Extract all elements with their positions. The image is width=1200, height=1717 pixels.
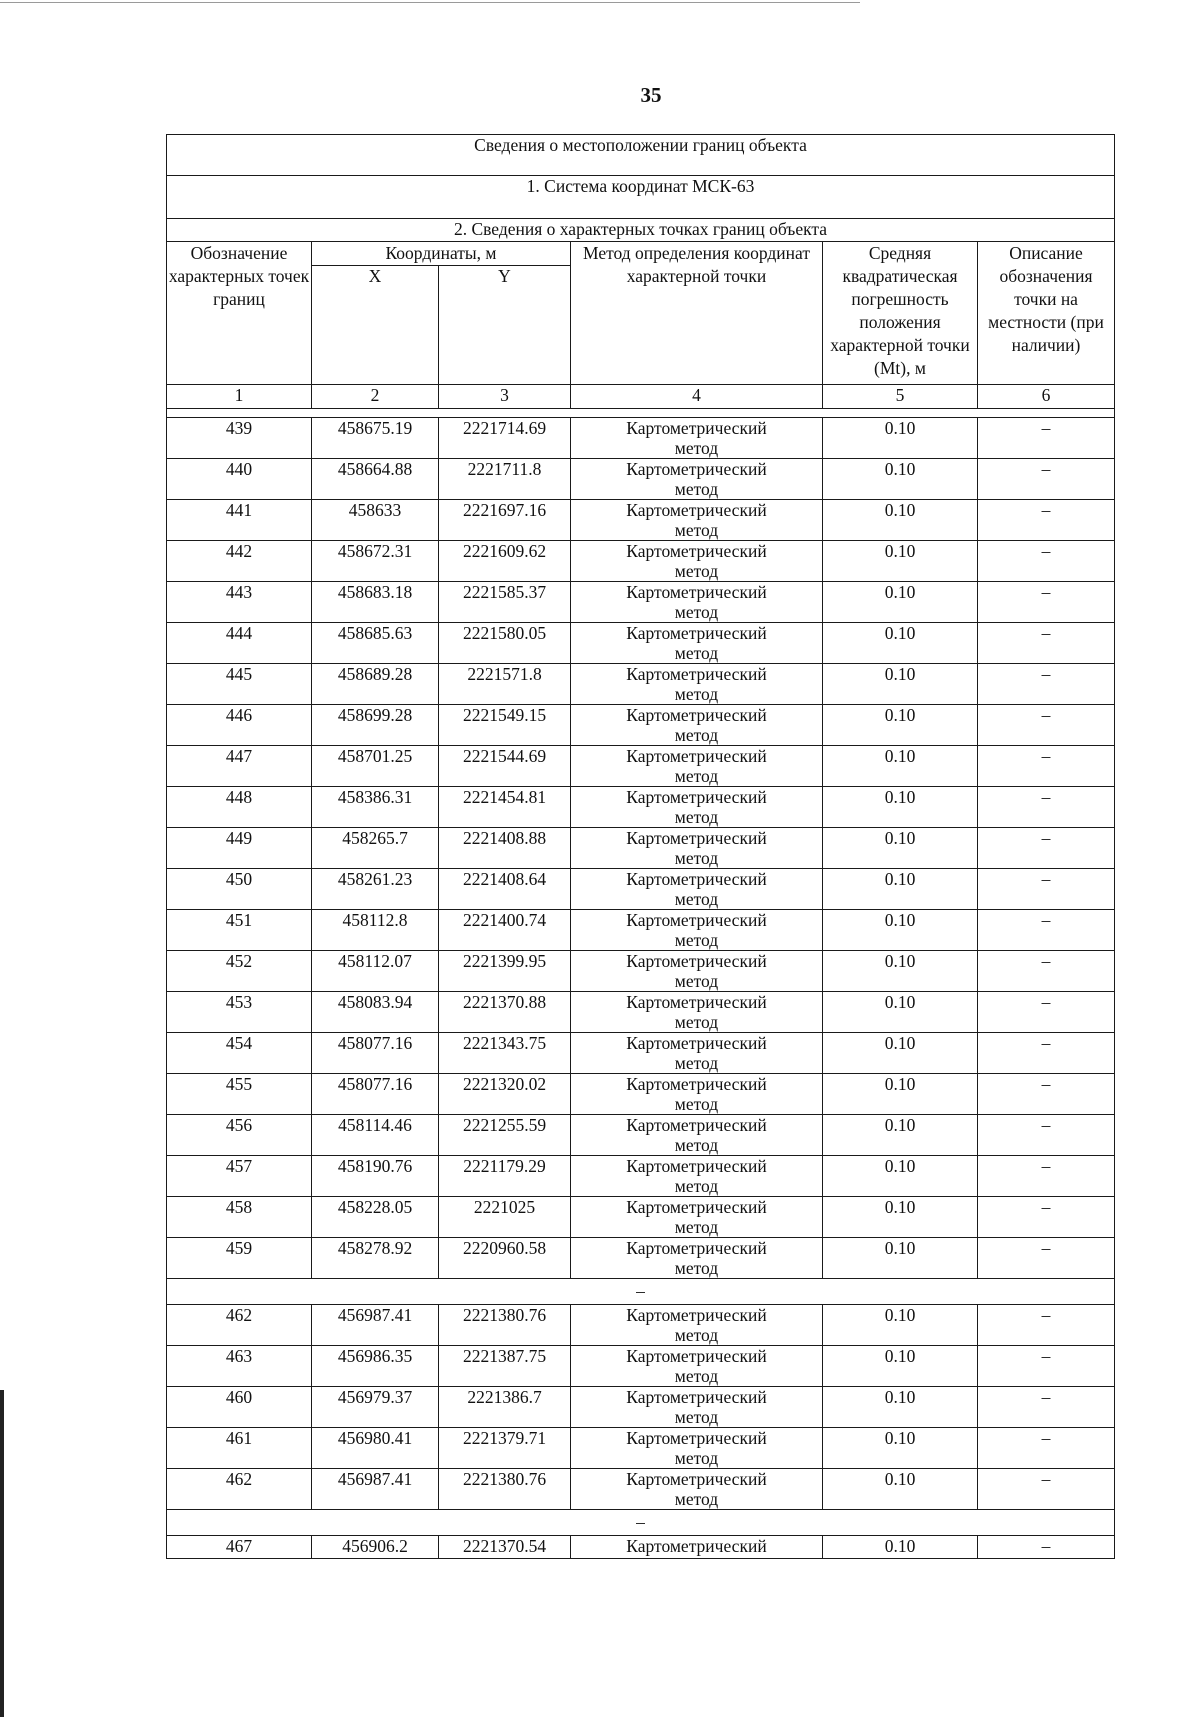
method-line-1: Картометрический: [626, 1346, 767, 1366]
method: [571, 623, 823, 664]
coord-y: 2221387.75: [439, 1346, 571, 1387]
table-row: [167, 1197, 1115, 1238]
description: –: [978, 1197, 1115, 1238]
table-row: [167, 1074, 1115, 1115]
method-line-2: метод: [674, 807, 719, 827]
method-line-2: метод: [674, 438, 719, 458]
table-row: [167, 623, 1115, 664]
table-row: [167, 746, 1115, 787]
method: [571, 418, 823, 459]
point-id: 462: [167, 1305, 312, 1346]
description: –: [978, 787, 1115, 828]
point-id: 439: [167, 418, 312, 459]
method: [571, 1387, 823, 1428]
coord-y: 2221580.05: [439, 623, 571, 664]
method-line-1: Картометрический: [626, 1033, 767, 1053]
mean-error: 0.10: [823, 1428, 978, 1469]
point-id: 462: [167, 1469, 312, 1510]
section-title: 2. Сведения о характерных точках границ объекта: [167, 219, 1115, 242]
description: –: [978, 582, 1115, 623]
method-line-2: метод: [674, 684, 719, 704]
column-number: 5: [823, 385, 978, 409]
method: [571, 1033, 823, 1074]
method-line-2: метод: [674, 1012, 719, 1032]
description: –: [978, 1156, 1115, 1197]
point-id: 455: [167, 1074, 312, 1115]
table-row: [167, 992, 1115, 1033]
coord-x: 456980.41: [312, 1428, 439, 1469]
table-row: [167, 1346, 1115, 1387]
column-number: 4: [571, 385, 823, 409]
coord-x: 458683.18: [312, 582, 439, 623]
table-row: [167, 1115, 1115, 1156]
point-id: 443: [167, 582, 312, 623]
table-row: [167, 418, 1115, 459]
method: [571, 746, 823, 787]
coord-x: 458689.28: [312, 664, 439, 705]
point-id: 460: [167, 1387, 312, 1428]
method-line-2: метод: [674, 1053, 719, 1073]
method: [571, 910, 823, 951]
method-line-1: Картометрический: [626, 869, 767, 889]
method: [571, 1469, 823, 1510]
coord-y: 2221400.74: [439, 910, 571, 951]
method: [571, 1428, 823, 1469]
method-line-2: метод: [674, 561, 719, 581]
coord-x: 458112.8: [312, 910, 439, 951]
coord-y: 2220960.58: [439, 1238, 571, 1279]
mean-error: 0.10: [823, 1033, 978, 1074]
top-scan-line: [0, 2, 860, 3]
method-line-2: метод: [674, 1366, 719, 1386]
table-row: [167, 1305, 1115, 1346]
description: –: [978, 664, 1115, 705]
coord-x: 458386.31: [312, 787, 439, 828]
method: [571, 992, 823, 1033]
table-row: [167, 1156, 1115, 1197]
header-description: Описание обозначения точки на местности (при наличии): [978, 242, 1115, 385]
table-row: [167, 869, 1115, 910]
coord-y: 2221255.59: [439, 1115, 571, 1156]
table-row: [167, 1469, 1115, 1510]
point-id: 467: [167, 1536, 312, 1559]
description: –: [978, 992, 1115, 1033]
mean-error: 0.10: [823, 910, 978, 951]
description: –: [978, 951, 1115, 992]
coord-x: 458633: [312, 500, 439, 541]
mean-error: 0.10: [823, 1156, 978, 1197]
table-row: [167, 828, 1115, 869]
coord-x: 458699.28: [312, 705, 439, 746]
header-point: Обозначение характерных точек границ: [167, 242, 312, 385]
coordinate-system-row: [167, 176, 1115, 219]
method-line-2: метод: [674, 1489, 719, 1509]
column-number: 6: [978, 385, 1115, 409]
separator-row: [167, 1510, 1115, 1536]
coord-y: 2221399.95: [439, 951, 571, 992]
coord-y: 2221179.29: [439, 1156, 571, 1197]
method-line-2: метод: [674, 520, 719, 540]
description: –: [978, 1238, 1115, 1279]
coord-x: 456979.37: [312, 1387, 439, 1428]
mean-error: 0.10: [823, 582, 978, 623]
method-line-2: метод: [674, 643, 719, 663]
coord-y: 2221408.64: [439, 869, 571, 910]
left-scan-edge: [0, 1390, 4, 1717]
column-number: 2: [312, 385, 439, 409]
method: [571, 787, 823, 828]
point-id: 440: [167, 459, 312, 500]
method-line-1: Картометрический: [626, 1156, 767, 1176]
table-row: [167, 1387, 1115, 1428]
coord-x: 458278.92: [312, 1238, 439, 1279]
mean-error: 0.10: [823, 992, 978, 1033]
description: –: [978, 1536, 1115, 1559]
coord-x: 458077.16: [312, 1033, 439, 1074]
point-id: 459: [167, 1238, 312, 1279]
coord-y: 2221025: [439, 1197, 571, 1238]
separator-dash: –: [167, 1510, 1115, 1536]
description: –: [978, 1033, 1115, 1074]
table-row: [167, 951, 1115, 992]
mean-error: 0.10: [823, 1197, 978, 1238]
coord-x: 456987.41: [312, 1469, 439, 1510]
mean-error: 0.10: [823, 951, 978, 992]
description: –: [978, 1387, 1115, 1428]
column-number: 3: [439, 385, 571, 409]
description: –: [978, 1305, 1115, 1346]
coord-y: 2221386.7: [439, 1387, 571, 1428]
mean-error: 0.10: [823, 623, 978, 664]
mean-error: 0.10: [823, 500, 978, 541]
coord-x: 458672.31: [312, 541, 439, 582]
method-line-1: Картометрический: [626, 746, 767, 766]
mean-error: 0.10: [823, 664, 978, 705]
method-line-1: Картометрический: [626, 418, 767, 438]
description: –: [978, 828, 1115, 869]
coord-x: 456987.41: [312, 1305, 439, 1346]
point-id: 445: [167, 664, 312, 705]
method-line-2: метод: [674, 602, 719, 622]
coord-x: 458190.76: [312, 1156, 439, 1197]
coord-y: 2221571.8: [439, 664, 571, 705]
page-number: 35: [640, 83, 662, 107]
coord-y: 2221544.69: [439, 746, 571, 787]
coord-x: 458675.19: [312, 418, 439, 459]
coord-y: 2221380.76: [439, 1305, 571, 1346]
mean-error: 0.10: [823, 828, 978, 869]
method: [571, 1074, 823, 1115]
description: –: [978, 1074, 1115, 1115]
method: [571, 1197, 823, 1238]
coord-y: 2221609.62: [439, 541, 571, 582]
method-line-1: Картометрический: [626, 1428, 767, 1448]
table-row: [167, 1428, 1115, 1469]
point-id: 441: [167, 500, 312, 541]
header-x: X: [312, 266, 439, 385]
table-row: [167, 664, 1115, 705]
method-line-2: метод: [674, 479, 719, 499]
table-row: [167, 459, 1115, 500]
table-row: [167, 705, 1115, 746]
description: –: [978, 1346, 1115, 1387]
table-row: [167, 787, 1115, 828]
description: –: [978, 1428, 1115, 1469]
method-line-1: Картометрический: [626, 582, 767, 602]
point-id: 447: [167, 746, 312, 787]
method-line-2: метод: [674, 1407, 719, 1427]
section-title-row: [167, 219, 1115, 242]
method-line-1: Картометрический: [626, 664, 767, 684]
method-line-2: метод: [674, 725, 719, 745]
method-line-1: Картометрический: [626, 541, 767, 561]
table-row: [167, 1238, 1115, 1279]
coord-x: 458265.7: [312, 828, 439, 869]
method: [571, 1305, 823, 1346]
method-line-1: Картометрический: [626, 992, 767, 1012]
table-title: Сведения о местоположении границ объекта: [167, 135, 1115, 176]
mean-error: 0.10: [823, 1305, 978, 1346]
method-line-1: Картометрический: [626, 623, 767, 643]
coord-x: 456986.35: [312, 1346, 439, 1387]
header-row: [167, 242, 1115, 266]
point-id: 450: [167, 869, 312, 910]
table-title-row: [167, 135, 1115, 176]
table-row: [167, 910, 1115, 951]
description: –: [978, 705, 1115, 746]
coord-y: 2221343.75: [439, 1033, 571, 1074]
coord-x: 456906.2: [312, 1536, 439, 1559]
method: [571, 869, 823, 910]
table-row: [167, 1536, 1115, 1559]
table-row: [167, 1033, 1115, 1074]
method: [571, 1115, 823, 1156]
method-line-2: метод: [674, 971, 719, 991]
mean-error: 0.10: [823, 1074, 978, 1115]
coord-y: 2221454.81: [439, 787, 571, 828]
mean-error: 0.10: [823, 1346, 978, 1387]
method: [571, 1238, 823, 1279]
method-line-1: Картометрический: [626, 459, 767, 479]
coord-y: 2221714.69: [439, 418, 571, 459]
coord-y: 2221380.76: [439, 1469, 571, 1510]
method: [571, 459, 823, 500]
point-id: 454: [167, 1033, 312, 1074]
coord-y: 2221585.37: [439, 582, 571, 623]
point-id: 456: [167, 1115, 312, 1156]
coord-x: 458228.05: [312, 1197, 439, 1238]
mean-error: 0.10: [823, 869, 978, 910]
method: [571, 500, 823, 541]
mean-error: 0.10: [823, 418, 978, 459]
method-line-2: метод: [674, 766, 719, 786]
method-line-2: метод: [674, 1217, 719, 1237]
mean-error: 0.10: [823, 1469, 978, 1510]
description: –: [978, 910, 1115, 951]
table-row: [167, 541, 1115, 582]
method-line-1: Картометрический: [626, 1074, 767, 1094]
point-id: 451: [167, 910, 312, 951]
description: –: [978, 500, 1115, 541]
coord-x: 458112.07: [312, 951, 439, 992]
coord-y: 2221697.16: [439, 500, 571, 541]
coord-y: 2221711.8: [439, 459, 571, 500]
method-line-1: Картометрический: [626, 1197, 767, 1217]
mean-error: 0.10: [823, 1238, 978, 1279]
coord-x: 458077.16: [312, 1074, 439, 1115]
method: [571, 541, 823, 582]
method-line-1: Картометрический: [626, 828, 767, 848]
coordinate-system: 1. Система координат МСК-63: [167, 176, 1115, 219]
method-line-2: метод: [674, 889, 719, 909]
point-id: 448: [167, 787, 312, 828]
description: –: [978, 459, 1115, 500]
method: [571, 828, 823, 869]
coord-y: 2221370.88: [439, 992, 571, 1033]
method-line-2: метод: [674, 1448, 719, 1468]
method: [571, 664, 823, 705]
mean-error: 0.10: [823, 1387, 978, 1428]
method: [571, 1346, 823, 1387]
method-line-2: метод: [674, 848, 719, 868]
method-line-1: Картометрический: [626, 787, 767, 807]
method-line-1: Картометрический: [626, 1238, 767, 1258]
method-line-1: Картометрический: [626, 951, 767, 971]
description: –: [978, 623, 1115, 664]
mean-error: 0.10: [823, 541, 978, 582]
coord-x: 458083.94: [312, 992, 439, 1033]
point-id: 452: [167, 951, 312, 992]
mean-error: 0.10: [823, 459, 978, 500]
method-line-1: Картометрический: [626, 1305, 767, 1325]
method-line-2: метод: [674, 1258, 719, 1278]
mean-error: 0.10: [823, 787, 978, 828]
point-id: 446: [167, 705, 312, 746]
coord-x: 458114.46: [312, 1115, 439, 1156]
header-y: Y: [439, 266, 571, 385]
header-error-text: Средняя квадратическая погрешность положения характерной точки (Mt), м: [830, 243, 970, 378]
point-id: 461: [167, 1428, 312, 1469]
method-line-2: метод: [674, 1176, 719, 1196]
table-row: [167, 500, 1115, 541]
table-row: [167, 582, 1115, 623]
header-error: [823, 242, 978, 385]
method: [571, 951, 823, 992]
boundary-points-table: [166, 134, 1115, 1559]
point-id: 463: [167, 1346, 312, 1387]
coord-y: 2221320.02: [439, 1074, 571, 1115]
method-line-1: Картометрический: [626, 910, 767, 930]
description: –: [978, 1469, 1115, 1510]
method: [571, 1156, 823, 1197]
method: [571, 582, 823, 623]
method-line-1: Картометрический: [626, 500, 767, 520]
header-coords: Координаты, м: [312, 242, 571, 266]
column-number-row: [167, 385, 1115, 409]
method-line-1: Картометрический: [626, 1387, 767, 1407]
mean-error: 0.10: [823, 1536, 978, 1559]
point-id: 444: [167, 623, 312, 664]
mean-error: 0.10: [823, 1115, 978, 1156]
spacer-row: [167, 409, 1115, 418]
column-number: 1: [167, 385, 312, 409]
method-line-2: метод: [674, 1325, 719, 1345]
description: –: [978, 746, 1115, 787]
header-method: Метод определения координат характерной точки: [571, 242, 823, 385]
description: –: [978, 869, 1115, 910]
coord-x: 458685.63: [312, 623, 439, 664]
point-id: 458: [167, 1197, 312, 1238]
separator-dash: –: [167, 1279, 1115, 1305]
description: –: [978, 1115, 1115, 1156]
method-line-2: метод: [674, 1135, 719, 1155]
method-line-2: метод: [674, 930, 719, 950]
point-id: 449: [167, 828, 312, 869]
coord-y: 2221408.88: [439, 828, 571, 869]
separator-row: [167, 1279, 1115, 1305]
coord-y: 2221549.15: [439, 705, 571, 746]
method-line-2: метод: [674, 1094, 719, 1114]
method: [571, 705, 823, 746]
method-line-1: Картометрический: [626, 705, 767, 725]
coord-y: 2221379.71: [439, 1428, 571, 1469]
mean-error: 0.10: [823, 705, 978, 746]
point-id: 457: [167, 1156, 312, 1197]
point-id: 442: [167, 541, 312, 582]
point-id: 453: [167, 992, 312, 1033]
description: –: [978, 418, 1115, 459]
coord-x: 458664.88: [312, 459, 439, 500]
coord-x: 458701.25: [312, 746, 439, 787]
description: –: [978, 541, 1115, 582]
method: Картометрический: [571, 1536, 823, 1559]
coord-y: 2221370.54: [439, 1536, 571, 1559]
method-line-1: Картометрический: [626, 1469, 767, 1489]
mean-error: 0.10: [823, 746, 978, 787]
coord-x: 458261.23: [312, 869, 439, 910]
method-line-1: Картометрический: [626, 1115, 767, 1135]
spacer-cell: [167, 409, 1115, 418]
